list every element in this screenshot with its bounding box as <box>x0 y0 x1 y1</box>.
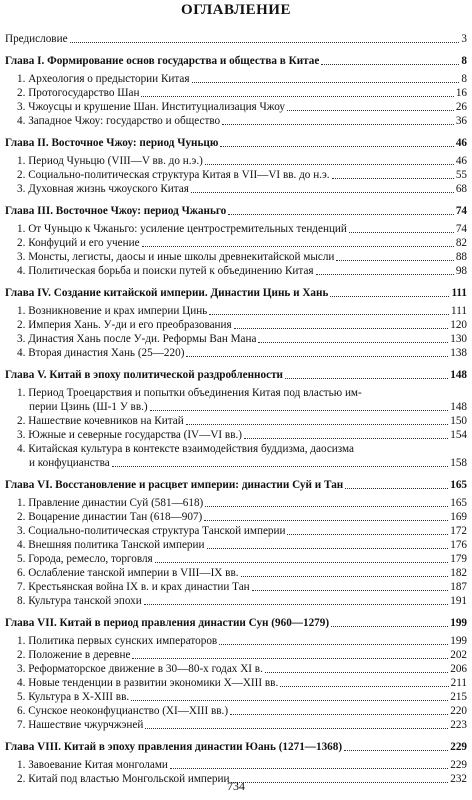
chapter-gap <box>5 278 467 286</box>
section-text: 3. Династия Хань после У-ди. Реформы Ван Мана <box>17 333 257 345</box>
section-text: 5. Города, ремесло, торговля <box>17 553 153 565</box>
section-item <box>5 414 467 428</box>
leader-dots <box>241 576 449 577</box>
chapter-heading <box>5 616 467 630</box>
chapter-gap <box>5 196 467 204</box>
leader-dots <box>280 686 448 687</box>
section-text: 1. От Чуньцю к Чжаньго: усиление центростремительных тенденций <box>17 223 347 235</box>
section-text: 1. Период Чуньцю (VIII—V вв. до н.э.) <box>17 155 203 167</box>
section-text: 8. Культура танской эпохи <box>17 595 142 607</box>
section-page: 46 <box>455 155 467 167</box>
section-item <box>5 524 467 538</box>
chapter-title: Глава V. Китай в эпоху политической раздробленности <box>5 369 284 381</box>
chapter-heading <box>5 54 467 68</box>
section-page: 176 <box>450 539 467 551</box>
leader-dots <box>219 644 448 645</box>
leader-dots <box>331 626 448 627</box>
section-text: 3. Южные и северные государства (IV—VI вв.) <box>17 429 243 441</box>
preface-page: 3 <box>461 33 467 45</box>
leader-dots <box>287 110 454 111</box>
section-page: 172 <box>450 525 467 537</box>
chapter-heading <box>5 204 467 218</box>
section-item <box>5 634 467 648</box>
section-item <box>5 496 467 510</box>
section-text: 3. Социально-политическая структура Танской империи <box>17 525 286 537</box>
leader-dots <box>145 728 448 729</box>
section-item <box>5 100 467 114</box>
section-item <box>5 72 467 86</box>
leader-dots <box>205 506 448 507</box>
chapter-gap <box>5 608 467 616</box>
section-page: 148 <box>450 401 467 413</box>
section-page: 215 <box>450 691 467 703</box>
leader-dots <box>141 96 453 97</box>
chapter-gap <box>5 46 467 54</box>
leader-dots <box>244 438 448 439</box>
section-page: 199 <box>450 635 467 647</box>
section-page: 130 <box>450 333 467 345</box>
section-page: 223 <box>450 719 467 731</box>
section-page: 187 <box>450 581 467 593</box>
leader-dots <box>150 410 449 411</box>
leader-dots <box>252 590 449 591</box>
section-page: 232 <box>450 773 467 785</box>
section-page: 182 <box>450 567 467 579</box>
section-item <box>5 114 467 128</box>
chapter-page: 199 <box>450 617 467 629</box>
section-page: 8 <box>461 73 467 85</box>
section-page: 202 <box>450 649 467 661</box>
leader-dots <box>186 424 449 425</box>
section-page: 120 <box>450 319 467 331</box>
section-item <box>5 594 467 608</box>
section-page: 55 <box>455 169 467 181</box>
leader-dots <box>170 768 448 769</box>
section-page: 98 <box>455 265 467 277</box>
section-text-continued: перии Цзинь (Ш-1 У вв.) <box>29 401 148 413</box>
leader-dots <box>222 124 454 125</box>
chapter-page: 229 <box>450 741 467 753</box>
section-text: 7. Крестьянская война IX в. и крах династии Тан <box>17 581 250 593</box>
toc-preface <box>5 32 467 46</box>
leader-dots <box>316 274 454 275</box>
section-page: 138 <box>450 347 467 359</box>
section-page: 36 <box>455 115 467 127</box>
chapter-page: 8 <box>461 55 467 67</box>
chapter-page: 74 <box>455 205 467 217</box>
leader-dots <box>142 246 454 247</box>
chapter-title: Глава III. Восточное Чжоу: период Чжаньго <box>5 205 227 217</box>
section-text: 1. Политика первых сунских императоров <box>17 635 218 647</box>
chapter-heading <box>5 740 467 754</box>
section-text: 3. Монсты, легисты, даосы и иные школы древнекитайской мысли <box>17 251 335 263</box>
leader-dots <box>144 604 448 605</box>
chapter-title: Глава IV. Создание китайской империи. Династии Цинь и Хань <box>5 287 329 299</box>
section-text: 2. Социально-политическая структура Китая в VII—VI вв. до н.э. <box>17 169 330 181</box>
section-page: 206 <box>450 663 467 675</box>
section-text: 3. Чжоусцы и крушение Шан. Институциализация Чжоу <box>17 101 285 113</box>
section-item <box>5 318 467 332</box>
section-item <box>5 168 467 182</box>
section-item <box>5 346 467 360</box>
preface-text: Предисловие <box>5 33 68 45</box>
leader-dots <box>230 714 448 715</box>
leader-dots <box>205 164 454 165</box>
toc-chapters <box>5 46 467 786</box>
section-text: 6. Ослабление танской империи в VIII—IX вв. <box>17 567 239 579</box>
chapter-page: 46 <box>455 137 467 149</box>
leader-dots <box>330 296 449 297</box>
leader-dots <box>265 672 448 673</box>
section-text: 4. Политическая борьба и поиски путей к объединению Китая <box>17 265 314 277</box>
leader-dots <box>336 260 453 261</box>
chapter-heading <box>5 286 467 300</box>
section-text: 4. Внешняя политика Танской империи <box>17 539 205 551</box>
chapter-title: Глава VI. Восстановление и расцвет империи: династии Суй и Тан <box>5 479 344 491</box>
section-text: 2. Империя Хань. У-ди и его преобразования <box>17 319 232 331</box>
section-item <box>5 718 467 732</box>
chapter-title: Глава I. Формирование основ государства и общества в Китае <box>5 55 320 67</box>
chapter-title: Глава VIII. Китай в эпоху правления династии Юань (1271—1368) <box>5 741 343 753</box>
chapter-title: Глава VII. Китай в период правления династии Сун (960—1279) <box>5 617 330 629</box>
section-item <box>5 676 467 690</box>
section-item <box>5 264 467 278</box>
leader-dots <box>207 548 449 549</box>
section-item <box>5 250 467 264</box>
leader-dots <box>287 534 448 535</box>
section-text: 1. Правление династии Суй (581—618) <box>17 497 204 509</box>
section-page: 150 <box>450 415 467 427</box>
leader-dots <box>70 42 460 43</box>
chapter-page: 111 <box>451 287 467 299</box>
section-item <box>5 648 467 662</box>
leader-dots <box>345 488 448 489</box>
section-text: 1. Период Троецарствия и попытки объединения Китая под властью им- <box>17 387 362 399</box>
leader-dots <box>132 658 448 659</box>
section-text: 2. Положение в деревне <box>17 649 131 661</box>
leader-dots <box>349 232 454 233</box>
section-text: 4. Вторая династия Хань (25—220) <box>17 347 185 359</box>
section-page: 158 <box>450 457 467 469</box>
section-page: 26 <box>455 101 467 113</box>
leader-dots <box>258 342 448 343</box>
leader-dots <box>332 178 454 179</box>
chapter-page: 165 <box>450 479 467 491</box>
section-text: 2. Воцарение династии Тан (618—907) <box>17 511 203 523</box>
section-page: 229 <box>450 759 467 771</box>
leader-dots <box>191 192 454 193</box>
section-item <box>5 182 467 196</box>
section-text: 7. Нашествие чжурчжэней <box>17 719 144 731</box>
section-item <box>5 566 467 580</box>
section-item <box>5 222 467 236</box>
leader-dots <box>321 64 459 65</box>
chapter-title: Глава II. Восточное Чжоу: период Чуньцю <box>5 137 219 149</box>
section-page: 74 <box>455 223 467 235</box>
chapter-heading <box>5 136 467 150</box>
section-item <box>5 690 467 704</box>
leader-dots <box>234 328 449 329</box>
section-text: 2. Нашествие кочевников на Китай <box>17 415 184 427</box>
section-page: 220 <box>450 705 467 717</box>
section-page: 211 <box>450 677 467 689</box>
section-text: 4. Западное Чжоу: государство и общество <box>17 115 221 127</box>
section-page: 68 <box>455 183 467 195</box>
section-text: 1. Возникновение и крах империи Цинь <box>17 305 208 317</box>
section-item <box>5 442 467 470</box>
section-item <box>5 304 467 318</box>
section-page: 165 <box>450 497 467 509</box>
section-item <box>5 580 467 594</box>
section-text: 6. Сунское неоконфуцианство (XI—XIII вв.) <box>17 705 229 717</box>
toc-title: ОГЛАВЛЕНИЕ <box>181 2 291 18</box>
section-text: 2. Конфуций и его учение <box>17 237 140 249</box>
leader-dots <box>192 82 460 83</box>
section-item <box>5 758 467 772</box>
chapter-gap <box>5 470 467 478</box>
section-item <box>5 662 467 676</box>
section-text: 4. Новые тенденции в развитии экономики X—XIII вв. <box>17 677 279 689</box>
section-page: 179 <box>450 553 467 565</box>
leader-dots <box>155 562 449 563</box>
section-page: 82 <box>455 237 467 249</box>
section-item <box>5 538 467 552</box>
leader-dots <box>220 146 453 147</box>
section-text: 3. Духовная жизнь чжоуского Китая <box>17 183 189 195</box>
section-page: 169 <box>450 511 467 523</box>
leader-dots <box>228 214 454 215</box>
section-page: 191 <box>450 595 467 607</box>
leader-dots <box>186 356 448 357</box>
chapter-heading <box>5 478 467 492</box>
section-text: 4. Китайская культура в контексте взаимодействия буддизма, даосизма <box>17 443 355 455</box>
leader-dots <box>204 520 448 521</box>
section-text: 1. Завоевание Китая монголами <box>17 759 168 771</box>
section-item <box>5 236 467 250</box>
chapter-gap <box>5 360 467 368</box>
section-page: 16 <box>455 87 467 99</box>
section-text: 2. Протогосударство Шан <box>17 87 140 99</box>
leader-dots <box>285 378 448 379</box>
section-text-continued: и конфуцианства <box>29 457 110 469</box>
section-item <box>5 552 467 566</box>
leader-dots <box>112 466 449 467</box>
chapter-page: 148 <box>450 369 467 381</box>
section-item <box>5 332 467 346</box>
leader-dots <box>344 750 448 751</box>
leader-dots <box>209 314 449 315</box>
section-item <box>5 154 467 168</box>
section-page: 154 <box>450 429 467 441</box>
section-text: 5. Культура в X-XIII вв. <box>17 691 130 703</box>
section-page: 111 <box>451 305 467 317</box>
section-item <box>5 510 467 524</box>
section-page: 88 <box>455 251 467 263</box>
page-number: 734 <box>227 779 245 793</box>
section-item <box>5 386 467 414</box>
section-text: 2. Китай под властью Монгольской империи <box>17 773 230 785</box>
chapter-heading <box>5 368 467 382</box>
chapter-gap <box>5 732 467 740</box>
section-text: 3. Реформаторское движение в 30—80-х годах XI в. <box>17 663 263 675</box>
section-item <box>5 86 467 100</box>
leader-dots <box>131 700 448 701</box>
section-item <box>5 428 467 442</box>
chapter-gap <box>5 128 467 136</box>
section-item <box>5 704 467 718</box>
section-text: 1. Археология о предыстории Китая <box>17 73 190 85</box>
